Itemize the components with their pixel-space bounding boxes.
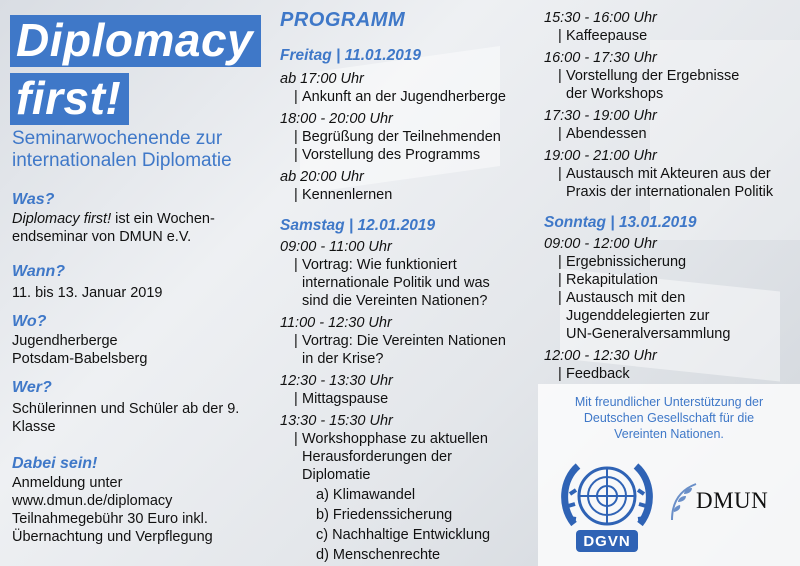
workshop-topic: b) Friedenssicherung xyxy=(316,507,453,523)
time-slot: 16:00 - 17:30 Uhr xyxy=(544,50,657,66)
was-emphasis: Diplomacy first! xyxy=(12,211,112,227)
subtitle-line-1: Seminarwochenende zur xyxy=(12,128,223,149)
program-item-continuation: internationale Politik und was sind die Vereinten Nationen? xyxy=(302,275,490,309)
workshop-topic: c) Nachhaltige Entwicklung xyxy=(316,527,491,543)
dmun-logo-text: DMUN xyxy=(696,488,769,513)
sponsor-line-2: Deutschen Gesellschaft für die xyxy=(583,411,755,425)
title-line-2: first! xyxy=(10,73,129,125)
day-heading-saturday: Samstag | 12.01.2019 xyxy=(280,217,436,234)
program-item: | Vortrag: Die Vereinten Nationen xyxy=(294,333,506,349)
time-slot: 12:00 - 12:30 Uhr xyxy=(544,348,657,364)
day-heading-friday: Freitag | 11.01.2019 xyxy=(280,47,422,64)
program-item-continuation: Praxis der internationalen Politik xyxy=(566,184,774,200)
time-slot: 15:30 - 16:00 Uhr xyxy=(544,10,657,26)
program-item: | Vorstellung des Programms xyxy=(294,147,481,163)
time-slot: 09:00 - 11:00 Uhr xyxy=(280,239,392,255)
title-line-1: Diplomacy xyxy=(10,15,261,67)
program-item-continuation: Herausforderungen der Diplomatie xyxy=(302,449,452,483)
was-line-1 xyxy=(12,210,277,228)
was-line-2: endseminar von DMUN e.V. xyxy=(12,229,192,245)
dgvn-logo-text: DGVN xyxy=(583,533,631,550)
dabei-line-4: Übernachtung und Verpflegung xyxy=(12,529,213,545)
sponsor-panel xyxy=(538,384,800,566)
heading-dabei: Dabei sein! xyxy=(12,455,98,472)
time-slot: 17:30 - 19:00 Uhr xyxy=(544,108,657,124)
workshop-topic: a) Klimawandel xyxy=(316,487,416,503)
time-slot: ab 17:00 Uhr xyxy=(280,71,364,87)
program-item: | Rekapitulation xyxy=(558,272,658,288)
time-slot: 11:00 - 12:30 Uhr xyxy=(280,315,392,331)
day-heading-sunday: Sonntag | 13.01.2019 xyxy=(544,214,697,231)
time-slot: ab 20:00 Uhr xyxy=(280,169,364,185)
info-wann xyxy=(12,262,277,302)
wer-line-1: Schülerinnen und Schüler ab der 9. xyxy=(12,401,240,417)
program-item: | Vorstellung der Ergebnisse xyxy=(558,68,740,84)
wo-line-2: Potsdam-Babelsberg xyxy=(12,351,148,367)
sponsor-line-1: Mit freundlicher Unterstützung der xyxy=(574,395,764,409)
program-column-right xyxy=(544,9,794,383)
subtitle xyxy=(12,128,272,172)
workshop-topic: d) Menschenrechte xyxy=(316,547,441,563)
program-item-continuation: Jugenddelegierten zur UN-Generalversammlung xyxy=(566,308,731,342)
program-item-continuation: in der Krise? xyxy=(302,351,384,367)
was-text: ist ein Wochen- xyxy=(115,211,215,227)
time-slot: 18:00 - 20:00 Uhr xyxy=(280,111,393,127)
program-title: PROGRAMM xyxy=(280,9,406,31)
time-slot: 09:00 - 12:00 Uhr xyxy=(544,236,657,252)
time-slot: 19:00 - 21:00 Uhr xyxy=(544,148,657,164)
title-block xyxy=(10,15,261,125)
wann-line-1: 11. bis 13. Januar 2019 xyxy=(12,285,163,301)
program-item: | Austausch mit den xyxy=(558,290,686,306)
info-wer xyxy=(12,378,277,436)
heading-wann: Wann? xyxy=(12,263,66,280)
heading-wer: Wer? xyxy=(12,379,52,396)
program-item: | Feedback xyxy=(558,366,630,382)
heading-was: Was? xyxy=(12,191,55,208)
program-item: | Vortrag: Wie funktioniert xyxy=(294,257,457,273)
wo-line-1: Jugendherberge xyxy=(12,333,118,349)
program-column-middle xyxy=(280,8,538,564)
dabei-url[interactable]: www.dmun.de/diplomacy xyxy=(12,493,173,509)
program-item: | Workshopphase zu aktuellen xyxy=(294,431,488,447)
program-item-continuation: der Workshops xyxy=(566,86,664,102)
subtitle-line-2: internationalen Diplomatie xyxy=(12,150,232,171)
dabei-line-1: Anmeldung unter xyxy=(12,475,123,491)
program-item: | Kaffeepause xyxy=(558,28,648,44)
program-item: | Begrüßung der Teilnehmenden xyxy=(294,129,501,145)
program-item: | Ergebnissicherung xyxy=(558,254,687,270)
time-slot: 12:30 - 13:30 Uhr xyxy=(280,373,393,389)
info-wo xyxy=(12,312,277,368)
dabei-line-3: Teilnahmegebühr 30 Euro inkl. xyxy=(12,511,208,527)
time-slot: 13:30 - 15:30 Uhr xyxy=(280,413,393,429)
info-was xyxy=(12,190,277,246)
info-dabei xyxy=(12,454,277,546)
wer-line-2: Klasse xyxy=(12,419,56,435)
sponsor-text xyxy=(538,394,800,442)
program-item: | Mittagspause xyxy=(294,391,389,407)
heading-wo: Wo? xyxy=(12,313,47,330)
program-item: | Kennenlernen xyxy=(294,187,393,203)
program-item: | Abendessen xyxy=(558,126,647,142)
sponsor-line-3: Vereinten Nationen. xyxy=(614,427,724,441)
program-item: | Ankunft an der Jugendherberge xyxy=(294,89,506,105)
program-item: | Austausch mit Akteuren aus der xyxy=(558,166,771,182)
